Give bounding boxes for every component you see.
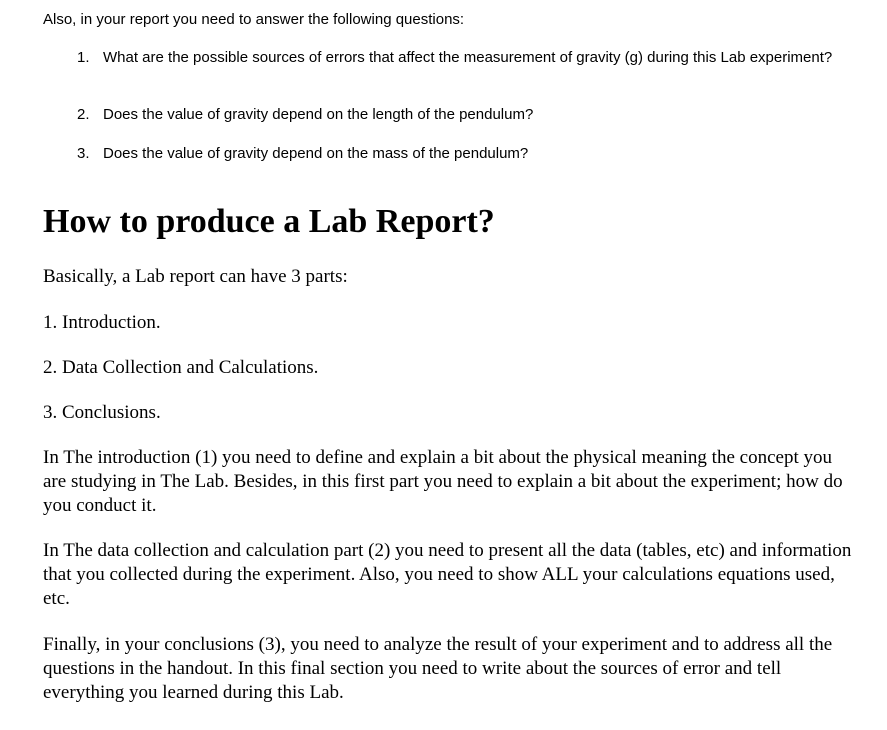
- part-item-data-collection: 2. Data Collection and Calculations.: [43, 357, 319, 378]
- part-item-introduction: 1. Introduction.: [43, 312, 161, 333]
- parts-intro: Basically, a Lab report can have 3 parts:: [43, 266, 348, 287]
- question-item: [77, 106, 857, 124]
- question-text: What are the possible sources of errors that affect the measurement of gravity (g) during this Lab experiment?: [103, 49, 833, 66]
- question-text: Does the value of gravity depend on the length of the pendulum?: [103, 106, 534, 123]
- questions-intro: Also, in your report you need to answer the following questions:: [43, 11, 465, 28]
- part-item-conclusions: 3. Conclusions.: [43, 402, 161, 423]
- paragraph-conclusions: Finally, in your conclusions (3), you need to analyze the result of your experiment and to address all the questions in the handout. In this final section you need to write about the sources of error and tell everything you learned during this Lab.: [43, 634, 833, 703]
- question-item: [77, 145, 857, 163]
- section-heading: How to produce a Lab Report?: [43, 203, 495, 240]
- paragraph-introduction: In The introduction (1) you need to define and explain a bit about the physical meaning the concept you are studying in The Lab. Besides, in this first part you need to explain a bit about the experiment; how do you conduct it.: [43, 447, 843, 516]
- question-text: Does the value of gravity depend on the mass of the pendulum?: [103, 145, 529, 162]
- question-number: 1.: [77, 49, 90, 66]
- paragraph-data-collection: In The data collection and calculation part (2) you need to present all the data (tables, etc) and information that you collected during the experiment. Also, you need to show ALL your calculations equations used, etc.: [43, 540, 852, 609]
- question-item: [77, 49, 857, 67]
- question-number: 2.: [77, 106, 90, 123]
- question-number: 3.: [77, 145, 90, 162]
